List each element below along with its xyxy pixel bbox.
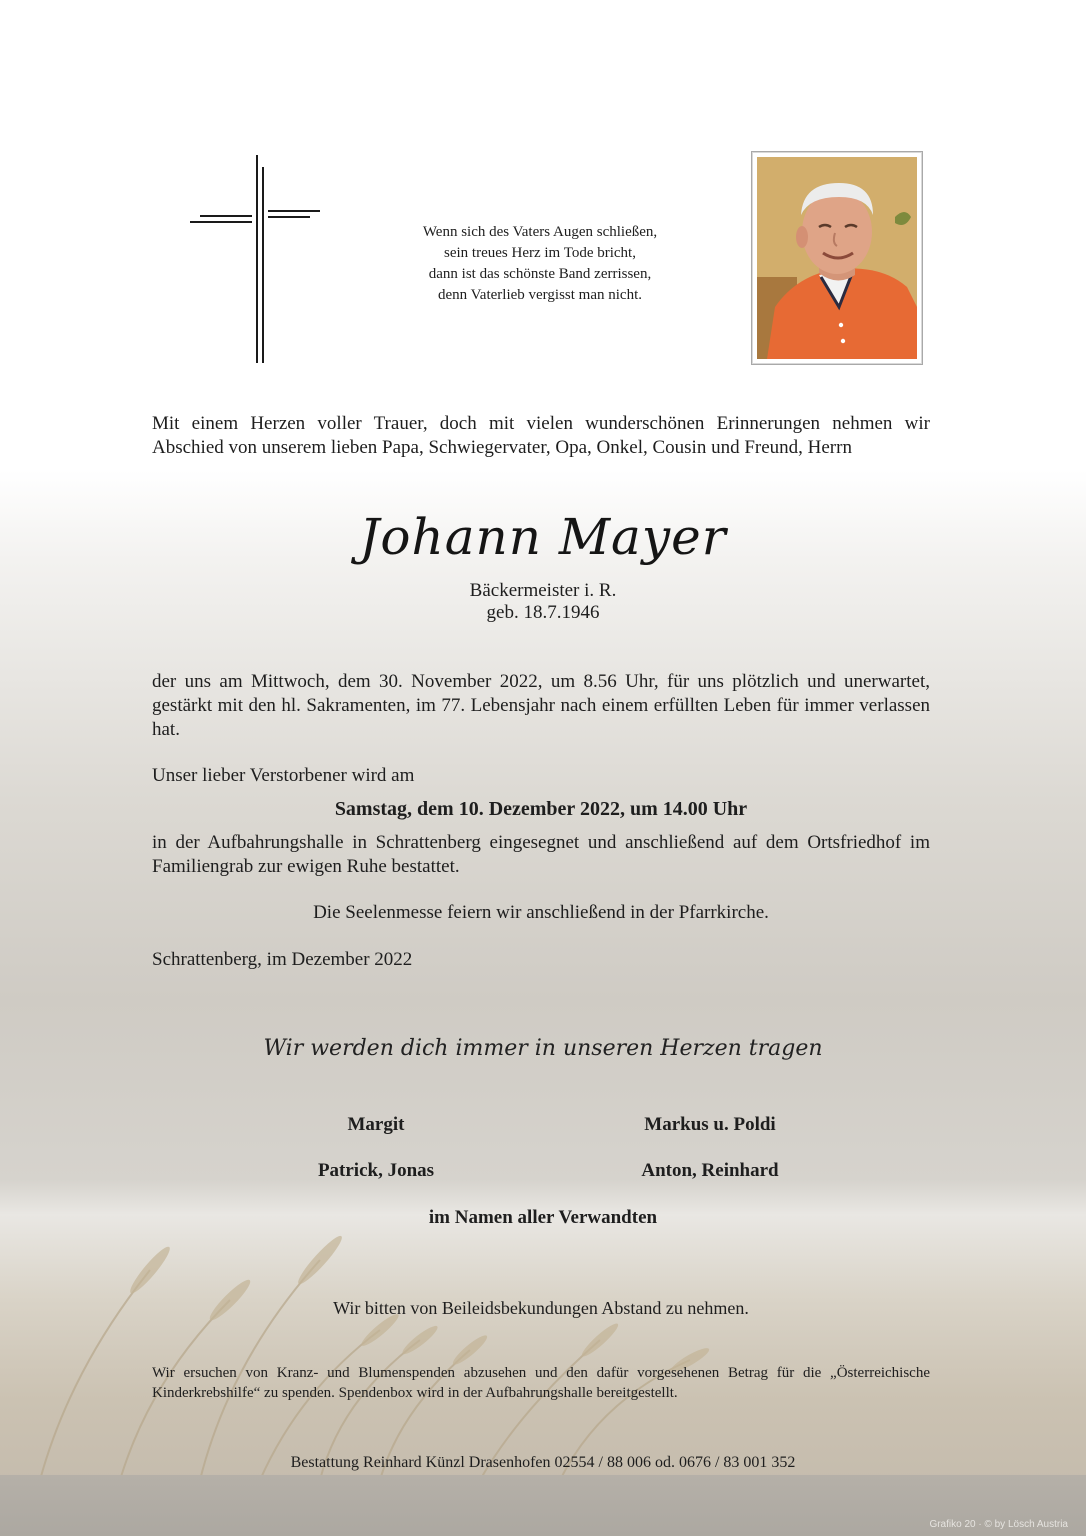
death-paragraph: der uns am Mittwoch, dem 30. November 2022, um 8.56 Uhr, für uns plötzlich und unerwartet, gestärkt mit den hl. Sakramenten, im 77. Lebensjahr nach einem erfüllten Leben für immer verlassen hat. bbox=[152, 671, 930, 740]
undertaker-info: Bestattung Reinhard Künzl Drasenhofen 02554 / 88 006 od. 0676 / 83 001 352 bbox=[290, 1454, 796, 1471]
poem-line: Wenn sich des Vaters Augen schließen, bbox=[422, 224, 658, 240]
poem-line: dann ist das schönste Band zerrissen, bbox=[428, 266, 652, 282]
intro-paragraph bbox=[152, 412, 930, 460]
mourner-name: Anton, Reinhard bbox=[641, 1160, 779, 1181]
funeral-intro: Unser lieber Verstorbener wird am bbox=[152, 765, 415, 786]
deceased-name: Johann Mayer bbox=[359, 508, 727, 566]
funeral-details: in der Aufbahrungshalle in Schrattenberg eingesegnet und anschließend auf dem Ortsfriedhof im Familiengrab zur ewigen Ruhe bestattet. bbox=[152, 832, 930, 877]
intro-line-1: Mit einem Herzen voller Trauer, doch mit vielen wunderschönen Erinnerungen nehmen wir bbox=[152, 413, 930, 434]
memorial-motto: Wir werden dich immer in unseren Herzen tragen bbox=[263, 1036, 823, 1061]
condolence-note: Wir bitten von Beileidsbekundungen Abstand zu nehmen. bbox=[333, 1298, 749, 1318]
watermark: Grafiko 20 · © by Lösch Austria bbox=[929, 1519, 1068, 1530]
cross-icon bbox=[190, 155, 322, 365]
mourner-name: Markus u. Poldi bbox=[644, 1114, 776, 1135]
donation-note: Wir ersuchen von Kranz- und Blumenspenden abzusehen und den dafür vorgesehenen Betrag für die „Österreichische Kinderkrebshilfe“ zu spenden. Spendenbox wird in der Aufbahrungshalle bereitgestellt. bbox=[152, 1365, 930, 1401]
wheat-field-decoration bbox=[0, 1210, 1086, 1480]
portrait-photo-frame bbox=[751, 151, 923, 365]
poem-line: sein treues Herz im Tode bricht, bbox=[444, 245, 636, 261]
poem-line: denn Vaterlieb vergisst man nicht. bbox=[438, 287, 642, 303]
footer-band bbox=[0, 1475, 1086, 1536]
funeral-date: Samstag, dem 10. Dezember 2022, um 14.00 Uhr bbox=[334, 798, 748, 820]
deceased-birth-date: geb. 18.7.1946 bbox=[486, 602, 600, 623]
requiem-mass: Die Seelenmesse feiern wir anschließend in der Pfarrkirche. bbox=[313, 902, 769, 923]
portrait-photo bbox=[757, 157, 917, 359]
intro-line-2: Abschied von unserem lieben Papa, Schwiegervater, Opa, Onkel, Cousin und Freund, Herrn bbox=[152, 437, 852, 458]
mourner-name: Patrick, Jonas bbox=[317, 1160, 435, 1181]
mourner-name: Margit bbox=[347, 1114, 405, 1135]
place-date: Schrattenberg, im Dezember 2022 bbox=[152, 949, 413, 970]
relatives-line: im Namen aller Verwandten bbox=[428, 1207, 658, 1228]
deceased-title: Bäckermeister i. R. bbox=[469, 580, 617, 601]
memorial-poem bbox=[400, 222, 680, 306]
